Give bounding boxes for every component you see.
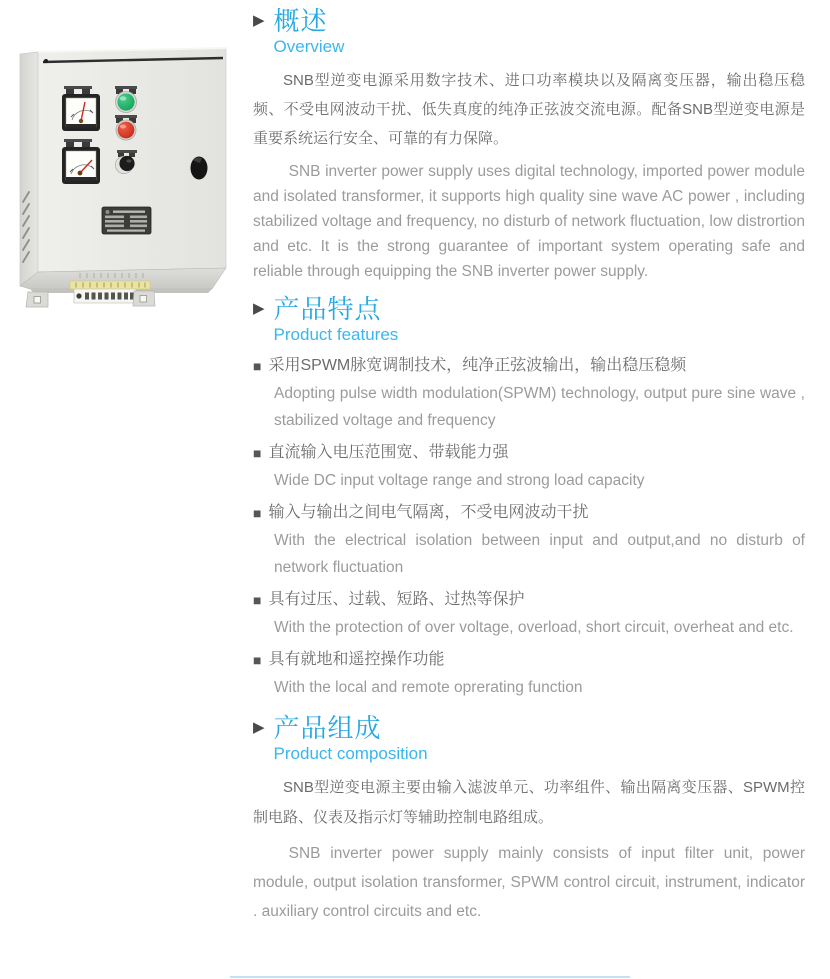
feature-text-en: With the local and remote oprerating function	[274, 679, 583, 696]
feature-text-en: Wide DC input voltage range and strong load capacity	[274, 472, 645, 489]
section-marker-icon: ▶	[253, 719, 265, 736]
feature-bullet-icon: ■	[253, 358, 262, 374]
terminal-label-strip	[70, 281, 150, 289]
section-title-en: Overview	[273, 37, 345, 56]
feature-item	[253, 588, 805, 641]
nameplate	[102, 207, 151, 234]
section-features	[253, 294, 805, 701]
overview-paragraph-en: SNB inverter power supply uses digital technology, imported power module and isolated transformer, it supports high quality sine wave AC power , including stabilized voltage and frequency, no disturb of network fluctuation, low distrortion and etc. It is the strong guarantee of important system operating safe and reliable through equipping the SNB inverter power supply.	[253, 163, 805, 280]
content-column	[253, 6, 805, 926]
feature-bullet-icon: ■	[253, 652, 262, 668]
feature-bullet-icon: ■	[253, 445, 262, 461]
door-hinge-dot	[44, 59, 48, 63]
section-marker-icon: ▶	[253, 300, 265, 317]
feature-text-zh: 直流输入电压范围宽、带载能力强	[268, 444, 509, 461]
feature-text-en: With the protection of over voltage, overload, short circuit, overheat and etc.	[274, 619, 794, 636]
feature-item	[253, 354, 805, 434]
section-overview-header	[253, 6, 805, 58]
section-title-zh: 概述	[273, 6, 328, 36]
section-title-en: Product composition	[273, 744, 428, 763]
section-title-zh: 产品组成	[273, 713, 382, 743]
feature-item	[253, 648, 805, 701]
overview-paragraph-zh: SNB型逆变电源采用数字技术、进口功率模块以及隔离变压器，输出稳压稳频、不受电网波动干扰、低失真度的纯净正弦波交流电源。配备SNB型逆变电源是重要系统运行安全、可靠的有力保障。	[253, 72, 805, 147]
feature-text-en: With the electrical isolation between input and output,and no disturb of network fluctuation	[274, 532, 805, 576]
feature-text-zh: 采用SPWM脉宽调制技术，纯净正弦波输出，输出稳压稳频	[268, 357, 687, 374]
cabinet-image	[8, 40, 244, 325]
feature-text-zh: 具有过压、过载、短路、过热等保护	[268, 591, 525, 608]
feature-text-en: Adopting pulse width modulation(SPWM) technology, output pure sine wave , stabilized voltage and frequency	[274, 385, 805, 429]
terminal-block	[74, 289, 136, 303]
feature-item	[253, 441, 805, 494]
feature-text-zh: 输入与输出之间电气隔离，不受电网波动干扰	[268, 504, 589, 521]
cabinet-side-panel	[20, 52, 38, 286]
section-features-header	[253, 294, 805, 346]
section-overview	[253, 6, 805, 284]
section-composition	[253, 713, 805, 926]
composition-paragraph-en: SNB inverter power supply mainly consists of input filter unit, power module, output isolation transformer, SPWM control circuit, instrument, indicator . auxiliary control circuits and etc.	[253, 845, 805, 920]
section-composition-header	[253, 713, 805, 765]
section-marker-icon: ▶	[253, 12, 265, 29]
section-title-zh: 产品特点	[273, 294, 382, 324]
section-title-en: Product features	[273, 325, 399, 344]
feature-bullet-icon: ■	[253, 592, 262, 608]
feature-list	[253, 354, 805, 701]
door-handle-icon	[191, 157, 208, 180]
feature-item	[253, 501, 805, 581]
footer-rule	[230, 976, 630, 978]
feature-bullet-icon: ■	[253, 505, 262, 521]
feature-text-zh: 具有就地和遥控操作功能	[268, 651, 445, 668]
composition-paragraph-zh: SNB型逆变电源主要由输入滤波单元、功率组件、输出隔离变压器、SPWM控制电路、仪表及指示灯等辅助控制电路组成。	[253, 779, 805, 826]
product-photo-cabinet	[8, 40, 244, 325]
